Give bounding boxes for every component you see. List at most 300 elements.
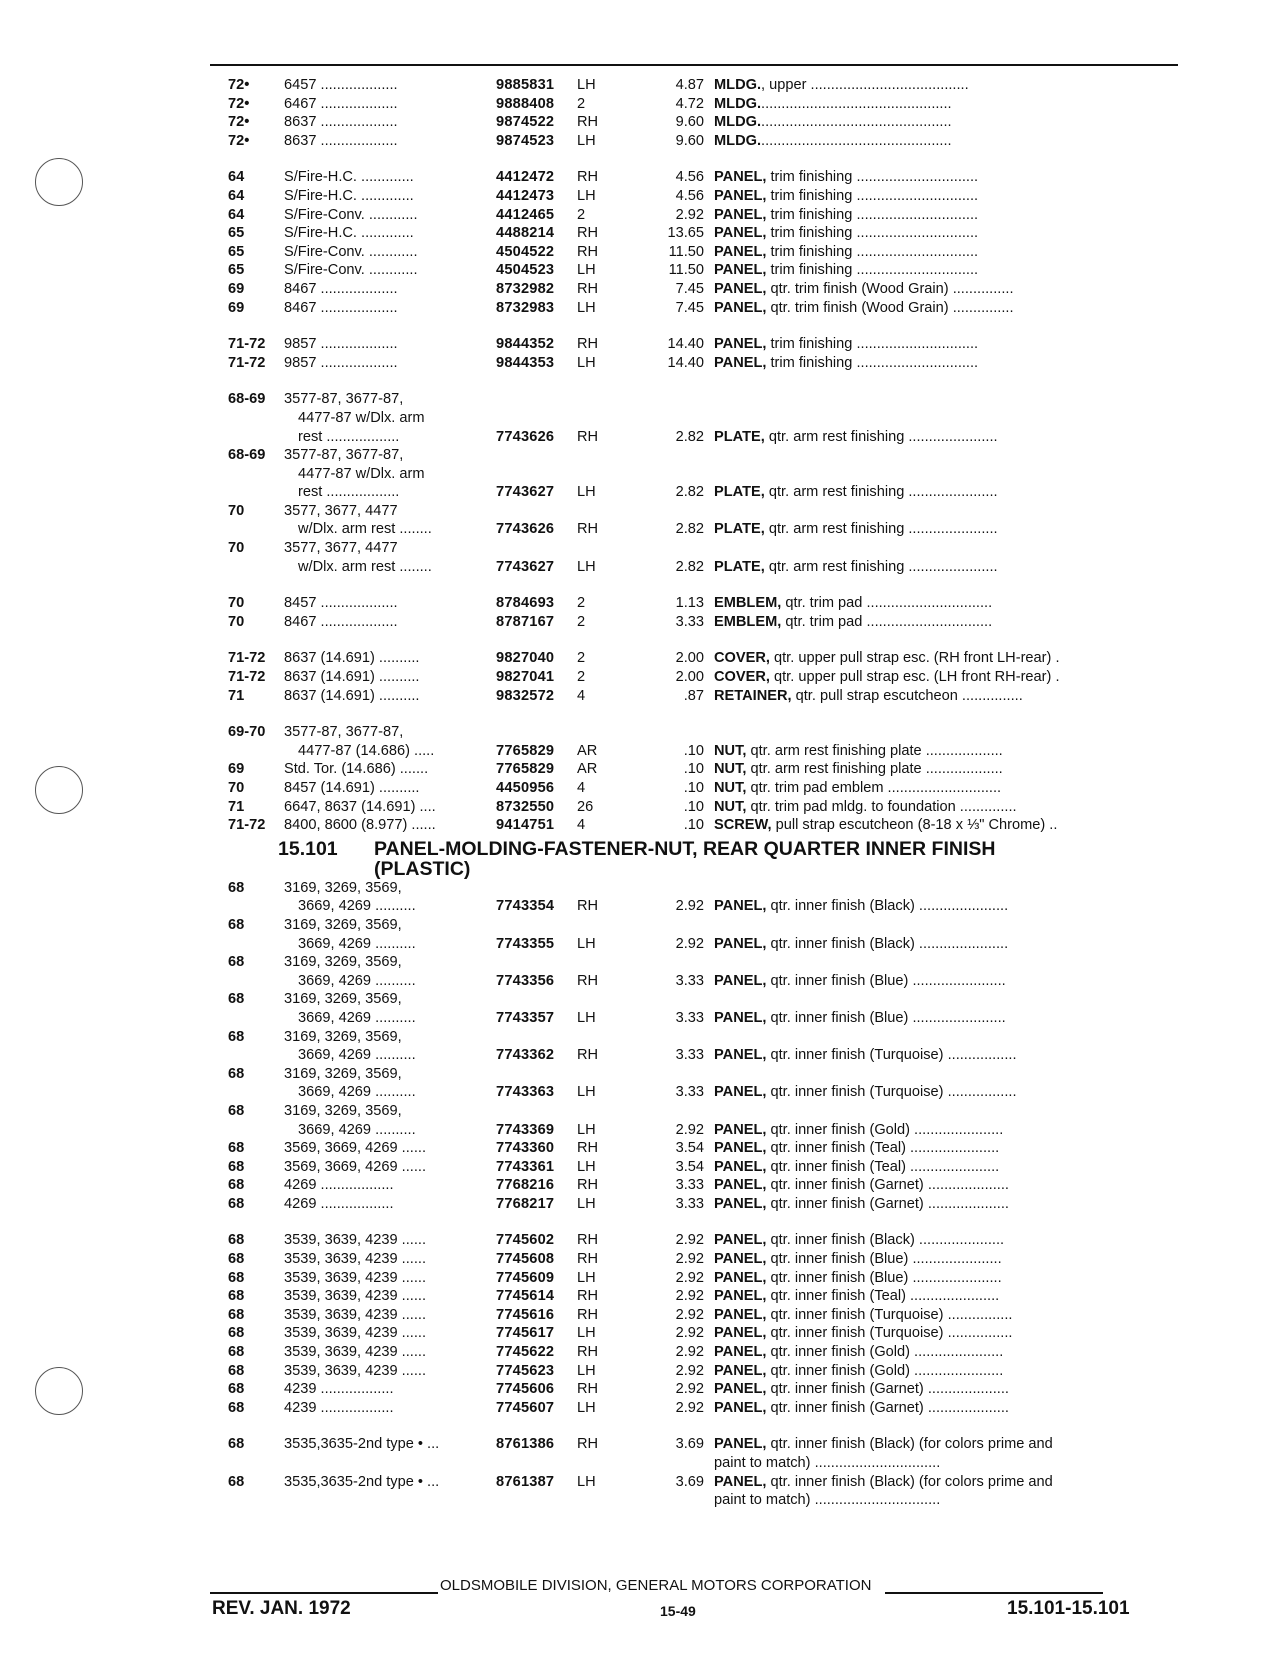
quantity-cell: RH <box>577 521 599 538</box>
description-text: qtr. inner finish (Turquoise) ................. <box>766 1084 1017 1101</box>
description-text: ............................................... <box>761 114 952 131</box>
description-keyword: PANEL, <box>714 1195 767 1212</box>
year-cell: 68 <box>228 1028 245 1045</box>
parts-row <box>198 779 1178 798</box>
quantity-cell: LH <box>577 1084 596 1101</box>
description-cell <box>714 1435 1174 1454</box>
parts-row <box>198 1121 1178 1140</box>
year-cell: 69 <box>228 299 245 316</box>
quantity-cell: LH <box>577 132 596 149</box>
parts-row <box>198 953 1178 972</box>
year-cell: 71-72 <box>228 336 266 353</box>
part-number-cell: 9885831 <box>496 77 555 93</box>
model-cell: 3669, 4269 .......... <box>298 972 416 989</box>
parts-row <box>198 613 1178 632</box>
description-cell <box>714 113 1174 132</box>
price-cell: 2.92 <box>675 1362 704 1379</box>
description-text: qtr. inner finish (Turquoise) ................ <box>766 1306 1013 1323</box>
description-keyword: PANEL, <box>714 1381 767 1398</box>
price-cell: 13.65 <box>667 225 704 242</box>
model-cell: 3577-87, 3677-87, <box>284 724 404 741</box>
description-cell <box>714 1046 1174 1065</box>
price-cell: 2.82 <box>675 558 704 575</box>
section-title: PANEL-MOLDING-FASTENER-NUT, REAR QUARTER INNER FINISH (PLASTIC) <box>374 837 996 880</box>
footer-rule-right <box>885 1592 1103 1594</box>
year-cell: 72• <box>228 114 250 131</box>
description-cell <box>714 1139 1174 1158</box>
description-keyword: PANEL, <box>714 898 767 915</box>
model-cell: 4477-87 w/Dlx. arm <box>298 465 425 482</box>
parts-row <box>198 723 1178 742</box>
model-cell: 3539, 3639, 4239 ...... <box>284 1251 426 1268</box>
description-keyword: PANEL, <box>714 1473 767 1490</box>
price-cell: 3.69 <box>675 1436 704 1453</box>
quantity-cell: LH <box>577 484 596 501</box>
year-cell: 71-72 <box>228 669 266 686</box>
description-text: qtr. inner finish (Garnet) .................... <box>766 1195 1009 1212</box>
parts-row <box>198 990 1178 1009</box>
year-cell: 68 <box>228 1065 245 1082</box>
description-cell <box>714 224 1174 243</box>
description-keyword: PANEL, <box>714 935 767 952</box>
description-text: qtr. inner finish (Garnet) .................... <box>766 1177 1009 1194</box>
model-cell: 8400, 8600 (8.977) ...... <box>284 817 436 834</box>
description-cell <box>714 335 1174 354</box>
price-cell: 9.60 <box>675 114 704 131</box>
year-cell: 68-69 <box>228 447 266 464</box>
year-cell: 68 <box>228 1251 245 1268</box>
description-keyword: PANEL, <box>714 1158 767 1175</box>
parts-row <box>198 1306 1178 1325</box>
quantity-cell: LH <box>577 1009 596 1026</box>
description-cell <box>714 1343 1174 1362</box>
description-keyword: PANEL, <box>714 280 767 297</box>
description-cell <box>714 594 1174 613</box>
part-number-cell: 4412472 <box>496 169 555 186</box>
description-keyword: RETAINER, <box>714 687 792 704</box>
description-cell <box>714 483 1174 502</box>
description-text: qtr. arm rest finishing ...................... <box>764 428 998 445</box>
description-keyword: MLDG. <box>714 77 762 93</box>
description-text: qtr. inner finish (Black) ..................... <box>766 1232 1005 1249</box>
model-cell: 3169, 3269, 3569, <box>284 1102 402 1119</box>
parts-row <box>198 816 1178 835</box>
part-number-cell: 9874523 <box>496 132 555 149</box>
quantity-cell: LH <box>577 935 596 952</box>
part-number-cell: 9827040 <box>496 650 555 667</box>
description-cell <box>714 187 1174 206</box>
description-keyword: PANEL, <box>714 1288 767 1305</box>
parts-row <box>198 1046 1178 1065</box>
description-text: qtr. inner finish (Gold) ...................... <box>766 1344 1004 1361</box>
model-cell: 3577-87, 3677-87, <box>284 447 404 464</box>
footer-publisher: OLDSMOBILE DIVISION, GENERAL MOTORS CORPORATION <box>440 1577 872 1594</box>
parts-row <box>198 1324 1178 1343</box>
model-cell: 3569, 3669, 4269 ...... <box>284 1140 426 1157</box>
part-number-cell: 8732550 <box>496 798 555 815</box>
model-cell: 8467 ................... <box>284 299 398 316</box>
description-text: qtr. inner finish (Garnet) .................... <box>766 1381 1009 1398</box>
description-text: qtr. trim pad ............................... <box>781 595 993 612</box>
parts-row <box>198 1139 1178 1158</box>
description-keyword: PANEL, <box>714 1177 767 1194</box>
description-text: pull strap escutcheon (8-18 x ⅓" Chrome) .. <box>771 817 1058 834</box>
description-text: qtr. trim pad mldg. to foundation .............. <box>746 798 1017 815</box>
parts-row <box>198 1102 1178 1121</box>
part-number-cell: 8761387 <box>496 1473 555 1490</box>
description-keyword: PANEL, <box>714 1047 767 1064</box>
description-text: qtr. arm rest finishing plate ................... <box>746 761 1003 778</box>
parts-row <box>198 428 1178 447</box>
model-cell: 8637 (14.691) .......... <box>284 687 420 704</box>
description-keyword: PANEL, <box>714 1009 767 1026</box>
description-text: qtr. inner finish (Black) (for colors prime and <box>766 1436 1053 1453</box>
description-keyword: MLDG. <box>714 114 762 131</box>
description-cell <box>714 816 1174 835</box>
description-text: qtr. trim pad emblem ............................ <box>746 780 1002 796</box>
section-heading <box>198 835 1178 879</box>
part-number-cell: 8732982 <box>496 280 555 297</box>
price-cell: 3.33 <box>675 1084 704 1101</box>
description-text: ............................................... <box>761 132 952 149</box>
quantity-cell: RH <box>577 1047 599 1064</box>
year-cell: 70 <box>228 780 245 796</box>
description-cell <box>714 1176 1174 1195</box>
description-keyword: PANEL, <box>714 354 767 371</box>
parts-row <box>198 935 1178 954</box>
description-cell <box>714 779 1174 798</box>
part-number-cell: 9832572 <box>496 687 555 704</box>
price-cell: 2.92 <box>675 1399 704 1416</box>
description-text: qtr. inner finish (Gold) ...................... <box>766 1121 1004 1138</box>
description-keyword: PANEL, <box>714 1306 767 1323</box>
description-text: qtr. inner finish (Gold) ...................... <box>766 1362 1004 1379</box>
quantity-cell: LH <box>577 1399 596 1416</box>
year-cell: 68 <box>228 1195 245 1212</box>
year-cell: 68 <box>228 1473 245 1490</box>
parts-row <box>198 520 1178 539</box>
description-cell <box>714 1250 1174 1269</box>
part-number-cell: 7743626 <box>496 428 555 445</box>
description-cell <box>714 1231 1174 1250</box>
description-text: qtr. inner finish (Teal) ...................... <box>766 1288 1000 1305</box>
punch-hole <box>35 158 83 206</box>
year-cell: 64 <box>228 169 245 186</box>
price-cell: 4.56 <box>675 187 704 204</box>
price-cell: 2.92 <box>675 1251 704 1268</box>
part-number-cell: 7743362 <box>496 1047 555 1064</box>
model-cell: 3535,3635-2nd type • ... <box>284 1473 440 1490</box>
year-cell: 68 <box>228 1325 245 1342</box>
part-number-cell: 7743626 <box>496 521 555 538</box>
price-cell: 2.92 <box>675 1232 704 1249</box>
description-cell <box>714 1269 1174 1288</box>
model-cell: 8457 ................... <box>284 595 398 612</box>
group-spacer <box>198 1417 1178 1435</box>
model-cell: 8637 (14.691) .......... <box>284 669 420 686</box>
year-cell: 72• <box>228 95 250 112</box>
quantity-cell: RH <box>577 1177 599 1194</box>
quantity-cell: RH <box>577 1288 599 1305</box>
quantity-cell: AR <box>577 761 598 778</box>
group-spacer <box>198 576 1178 594</box>
model-cell: 3569, 3669, 4269 ...... <box>284 1158 426 1175</box>
description-cell <box>714 76 1174 95</box>
year-cell: 71 <box>228 687 245 704</box>
model-cell: 4477-87 (14.686) ..... <box>298 742 435 759</box>
description-text: trim finishing .............................. <box>766 225 979 242</box>
model-cell: 3669, 4269 .......... <box>298 1084 416 1101</box>
part-number-cell: 7743357 <box>496 1009 555 1026</box>
price-cell: .10 <box>683 817 704 834</box>
price-cell: .10 <box>683 761 704 778</box>
description-keyword: PANEL, <box>714 1140 767 1157</box>
group-spacer <box>198 631 1178 649</box>
model-cell: rest .................. <box>298 484 400 501</box>
quantity-cell: LH <box>577 1269 596 1286</box>
model-cell: 9857 ................... <box>284 354 398 371</box>
part-number-cell: 7745602 <box>496 1232 555 1249</box>
model-cell: 4477-87 w/Dlx. arm <box>298 409 425 426</box>
parts-row <box>198 649 1178 668</box>
price-cell: 2.00 <box>675 669 704 686</box>
year-cell: 72• <box>228 132 250 149</box>
description-keyword: PLATE, <box>714 521 765 538</box>
parts-row <box>198 206 1178 225</box>
model-cell: 3577, 3677, 4477 <box>284 502 398 519</box>
model-cell: 4269 .................. <box>284 1177 394 1194</box>
parts-row <box>198 1454 1178 1473</box>
description-text: qtr. inner finish (Black) ...................... <box>766 898 1009 915</box>
description-cell <box>714 206 1174 225</box>
parts-row <box>198 243 1178 262</box>
model-cell: 3539, 3639, 4239 ...... <box>284 1232 426 1249</box>
parts-row <box>198 390 1178 409</box>
description-text: qtr. inner finish (Black) ...................... <box>766 935 1009 952</box>
part-number-cell: 7768217 <box>496 1195 555 1212</box>
quantity-cell: RH <box>577 1344 599 1361</box>
price-cell: 3.33 <box>675 613 704 630</box>
description-keyword: PANEL, <box>714 206 767 223</box>
description-cell <box>714 1362 1174 1381</box>
description-text: qtr. arm rest finishing ...................... <box>764 484 998 501</box>
year-cell: 68 <box>228 1381 245 1398</box>
description-text: trim finishing .............................. <box>766 262 979 279</box>
model-cell: 3539, 3639, 4239 ...... <box>284 1362 426 1379</box>
year-cell: 70 <box>228 502 245 519</box>
quantity-cell: 2 <box>577 206 586 223</box>
quantity-cell: 2 <box>577 669 586 686</box>
year-cell: 70 <box>228 540 245 557</box>
parts-row <box>198 354 1178 373</box>
price-cell: 3.33 <box>675 1195 704 1212</box>
description-cell <box>714 1324 1174 1343</box>
description-text: paint to match) ............................... <box>714 1492 941 1509</box>
year-cell: 68-69 <box>228 391 266 408</box>
quantity-cell: RH <box>577 1251 599 1268</box>
parts-row <box>198 687 1178 706</box>
parts-row <box>198 409 1178 428</box>
description-text: qtr. inner finish (Teal) ...................... <box>766 1158 1000 1175</box>
year-cell: 65 <box>228 225 245 242</box>
part-number-cell: 7743363 <box>496 1084 555 1101</box>
description-keyword: PLATE, <box>714 484 765 501</box>
price-cell: 4.87 <box>675 77 704 93</box>
parts-row <box>198 187 1178 206</box>
description-keyword: NUT, <box>714 798 747 815</box>
year-cell: 65 <box>228 262 245 279</box>
price-cell: 2.82 <box>675 521 704 538</box>
model-cell: 8457 (14.691) .......... <box>284 780 420 796</box>
description-cell <box>714 1121 1174 1140</box>
price-cell: .10 <box>683 798 704 815</box>
group-spacer <box>198 705 1178 723</box>
year-cell: 68 <box>228 1177 245 1194</box>
quantity-cell: 4 <box>577 687 586 704</box>
price-cell: 2.92 <box>675 935 704 952</box>
description-keyword: PANEL, <box>714 187 767 204</box>
parts-row <box>198 558 1178 577</box>
part-number-cell: 4450956 <box>496 780 555 796</box>
description-keyword: PANEL, <box>714 1251 767 1268</box>
part-number-cell: 4504522 <box>496 243 555 260</box>
parts-row <box>198 483 1178 502</box>
description-cell <box>714 354 1174 373</box>
model-cell: 3669, 4269 .......... <box>298 898 416 915</box>
part-number-cell: 7745616 <box>496 1306 555 1323</box>
year-cell: 69-70 <box>228 724 266 741</box>
year-cell: 68 <box>228 1362 245 1379</box>
model-cell: 3169, 3269, 3569, <box>284 879 402 896</box>
description-keyword: COVER, <box>714 669 770 686</box>
parts-row <box>198 1231 1178 1250</box>
price-cell: 11.50 <box>668 262 704 279</box>
description-text: paint to match) ............................... <box>714 1455 941 1471</box>
price-cell: 4.72 <box>675 95 704 112</box>
model-cell: 3669, 4269 .......... <box>298 1047 416 1064</box>
description-keyword: MLDG. <box>714 95 762 112</box>
description-cell <box>714 1454 1174 1473</box>
parts-row <box>198 1473 1178 1492</box>
description-text: qtr. trim pad ............................... <box>781 613 993 630</box>
description-keyword: PANEL, <box>714 1344 767 1361</box>
part-number-cell: 9888408 <box>496 95 555 112</box>
parts-row <box>198 1176 1178 1195</box>
quantity-cell: LH <box>577 1325 596 1342</box>
model-cell: 3669, 4269 .......... <box>298 1009 416 1026</box>
price-cell: 7.45 <box>675 280 704 297</box>
group-spacer <box>198 150 1178 168</box>
description-cell <box>714 558 1174 577</box>
price-cell: 2.82 <box>675 428 704 445</box>
parts-row <box>198 1009 1178 1028</box>
price-cell: 2.92 <box>675 1306 704 1323</box>
part-number-cell: 4412465 <box>496 206 555 223</box>
quantity-cell: LH <box>577 558 596 575</box>
quantity-cell: 4 <box>577 817 586 834</box>
part-number-cell: 7743355 <box>496 935 555 952</box>
description-text: qtr. inner finish (Blue) ....................... <box>766 972 1006 989</box>
model-cell: 3169, 3269, 3569, <box>284 1065 402 1082</box>
description-cell <box>714 1009 1174 1028</box>
parts-row <box>198 95 1178 114</box>
quantity-cell: LH <box>577 299 596 316</box>
description-text: qtr. inner finish (Teal) ...................... <box>766 1140 1000 1157</box>
model-cell: rest .................. <box>298 428 400 445</box>
footer-section-ref: 15.101-15.101 <box>1007 1598 1130 1619</box>
description-cell <box>714 1158 1174 1177</box>
part-number-cell: 8784693 <box>496 595 555 612</box>
quantity-cell: RH <box>577 225 599 242</box>
price-cell: 3.54 <box>675 1158 704 1175</box>
year-cell: 69 <box>228 280 245 297</box>
description-cell <box>714 1287 1174 1306</box>
parts-row <box>198 1435 1178 1454</box>
price-cell: 2.92 <box>675 1344 704 1361</box>
part-number-cell: 8761386 <box>496 1436 555 1453</box>
price-cell: 2.92 <box>675 1325 704 1342</box>
description-cell <box>714 798 1174 817</box>
model-cell: 3539, 3639, 4239 ...... <box>284 1288 426 1305</box>
part-number-cell: 9874522 <box>496 114 555 131</box>
description-keyword: PANEL, <box>714 262 767 279</box>
model-cell: w/Dlx. arm rest ........ <box>298 558 432 575</box>
part-number-cell: 9414751 <box>496 817 555 834</box>
description-text: qtr. pull strap escutcheon ............... <box>791 687 1023 704</box>
quantity-cell: LH <box>577 187 596 204</box>
part-number-cell: 4488214 <box>496 225 555 242</box>
part-number-cell: 7745623 <box>496 1362 555 1379</box>
model-cell: 8467 ................... <box>284 613 398 630</box>
year-cell: 69 <box>228 761 245 778</box>
description-cell <box>714 1195 1174 1214</box>
year-cell: 68 <box>228 954 245 971</box>
price-cell: 9.60 <box>675 132 704 149</box>
model-cell: 4269 .................. <box>284 1195 394 1212</box>
parts-row <box>198 280 1178 299</box>
quantity-cell: RH <box>577 336 599 353</box>
description-text: qtr. trim finish (Wood Grain) ............... <box>766 280 1014 297</box>
part-number-cell: 7745617 <box>496 1325 555 1342</box>
model-cell: 3169, 3269, 3569, <box>284 1028 402 1045</box>
parts-row <box>198 1250 1178 1269</box>
part-number-cell: 9827041 <box>496 669 555 686</box>
description-cell <box>714 299 1174 318</box>
year-cell: 68 <box>228 1158 245 1175</box>
price-cell: 2.92 <box>675 1269 704 1286</box>
model-cell: Std. Tor. (14.686) ....... <box>284 761 429 778</box>
parts-row <box>198 224 1178 243</box>
part-number-cell: 9844353 <box>496 354 555 371</box>
parts-row <box>198 879 1178 898</box>
description-keyword: PANEL, <box>714 1362 767 1379</box>
part-number-cell: 7743360 <box>496 1140 555 1157</box>
year-cell: 71-72 <box>228 817 266 834</box>
year-cell: 70 <box>228 595 245 612</box>
price-cell: 2.92 <box>675 898 704 915</box>
model-cell: S/Fire-Conv. ............ <box>284 243 418 260</box>
part-number-cell: 7745608 <box>496 1251 555 1268</box>
description-keyword: PANEL, <box>714 299 767 316</box>
quantity-cell: LH <box>577 1158 596 1175</box>
quantity-cell: 2 <box>577 595 586 612</box>
price-cell: 2.00 <box>675 650 704 667</box>
quantity-cell: 4 <box>577 780 586 796</box>
part-number-cell: 7745607 <box>496 1399 555 1416</box>
price-cell: 3.54 <box>675 1140 704 1157</box>
part-number-cell: 8732983 <box>496 299 555 316</box>
part-number-cell: 7743627 <box>496 558 555 575</box>
